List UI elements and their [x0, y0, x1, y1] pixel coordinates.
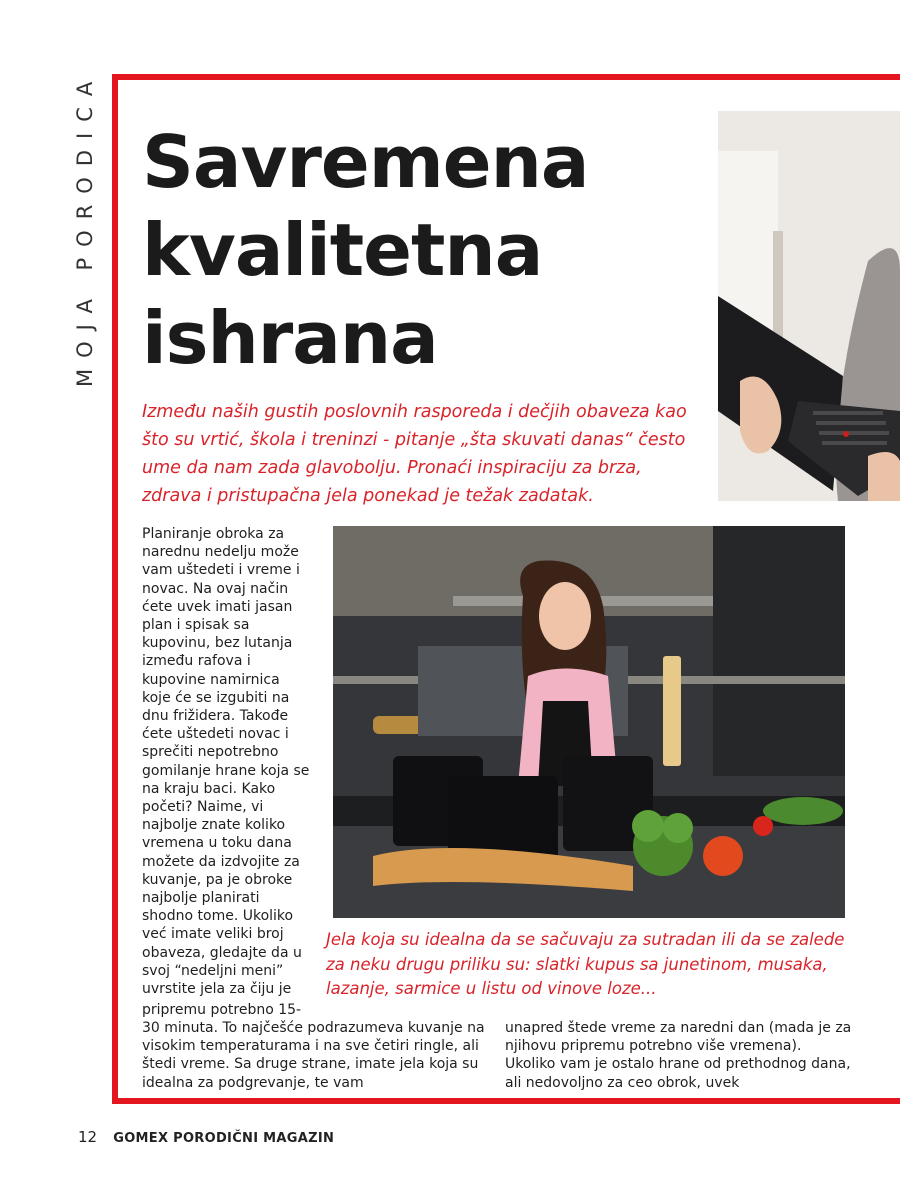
kitchen-photo-illustration: [333, 526, 845, 918]
page-footer: [78, 1128, 334, 1146]
laptop-photo: [718, 111, 900, 501]
article-lead: Između naših gustih poslovnih rasporeda i dečjih obaveza kao što su vrtić, škola i treninzi - pitanje „šta skuvati danas“ često ume da nam zada glavobolju. Pronaći inspiraciju za brza, zdrava i pristupačna jela ponekad je težak zadatak.: [142, 402, 687, 506]
page-number: 12: [78, 1128, 98, 1146]
magazine-name: GOMEX PORODIČNI MAGAZIN: [113, 1131, 335, 1146]
laptop-photo-illustration: [718, 111, 900, 501]
section-label: [60, 70, 110, 400]
body-bottom-left: 30 minuta. To najčešće podrazumeva kuvanje na visokim temperaturama i na sve četiri ringle, ali štedi vreme. Sa druge strane, imate jela koja su idealna za podgrevanje, te vam: [142, 1020, 485, 1091]
title-line-3: ishrana: [142, 296, 438, 380]
body-column-1: Planiranje obroka za narednu nedelju može vam uštedeti i vreme i novac. Na ovaj način ćete uvek imati jasan plan i spisak sa kupovinu, bez lutanja između rafova i kupovine namirnica koje će se izgubiti na dnu frižidera. Takođe ćete uštedeti novac i sprečiti nepotrebno gomilanje hrane koja se na kraju baci. Kako početi? Naime, vi najbolje znate koliko vremena u toku dana možete da izdvojite za kuvanje, pa je obroke najbolje planirati shodno tome. Ukoliko već imate veliki broj obaveza, gledajte da u svoj “nedeljni meni” uvrstite jela za čiju je: [142, 526, 310, 998]
title-line-1: Savremena: [142, 120, 589, 204]
kitchen-photo: [333, 526, 845, 918]
body-bottom-right: unapred štede vreme za naredni dan (mada je za njihovu pripremu potrebno više vremena). Ukoliko vam je ostalo hrane od prethodnog dana, ali nedovoljno za ceo obrok, uvek: [505, 1020, 852, 1091]
title-line-2: kvalitetna: [142, 208, 543, 292]
photo-caption: Jela koja su idealna da se sačuvaju za sutradan ili da se zalede za neku drugu priliku su: slatki kupus sa junetinom, musaka, lazanje, sarmice u listu od vinove loze...: [326, 930, 845, 998]
body-column-1-end: pripremu potrebno 15-: [142, 1002, 302, 1018]
article-title: [142, 118, 588, 382]
section-label-text: MOJA PORODICA: [73, 70, 97, 387]
